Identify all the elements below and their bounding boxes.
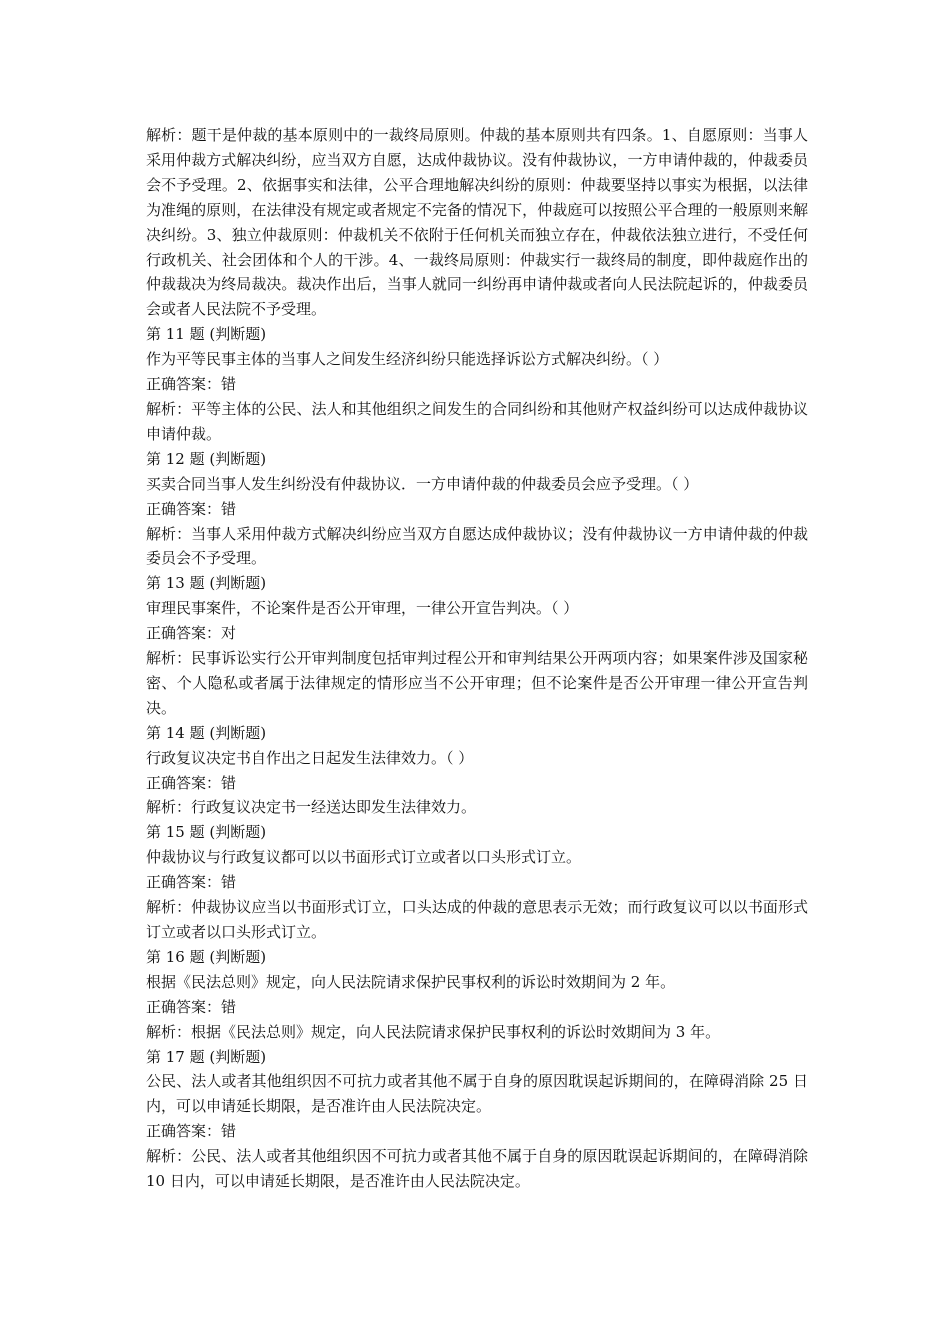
question-13 bbox=[146, 571, 808, 720]
question-heading: 第 12 题 (判断题) bbox=[146, 449, 267, 468]
question-answer: 正确答案：错 bbox=[146, 1122, 237, 1141]
question-analysis: 解析：民事诉讼实行公开审判制度包括审判过程公开和审判结果公开两项内容；如果案件涉及国家秘密、个人隐私或者属于法律规定的情形应当不公开审理；但不论案件是否公开审理一律公开宣告判决。 bbox=[146, 649, 808, 717]
question-14 bbox=[146, 721, 808, 821]
question-analysis: 解析：平等主体的公民、法人和其他组织之间发生的合同纠纷和其他财产权益纠纷可以达成仲裁协议申请仲裁。 bbox=[146, 399, 808, 443]
question-answer: 正确答案：对 bbox=[146, 624, 237, 643]
question-stem: 审理民事案件，不论案件是否公开审理，一律公开宣告判决。（ ） bbox=[146, 599, 579, 618]
question-answer: 正确答案：错 bbox=[146, 375, 237, 394]
question-heading: 第 16 题 (判断题) bbox=[146, 947, 267, 966]
intro-analysis: 解析：题干是仲裁的基本原则中的一裁终局原则。仲裁的基本原则共有四条。1、自愿原则：当事人采用仲裁方式解决纠纷，应当双方自愿，达成仲裁协议。没有仲裁协议，一方申请仲裁的，仲裁委员会不予受理。2、依据事实和法律，公平合理地解决纠纷的原则：仲裁要坚持以事实为根据，以法律为准绳的原则，在法律没有规定或者规定不完备的情况下，仲裁庭可以按照公平合理的一般原则来解决纠纷。3、独立仲裁原则：仲裁机关不依附于任何机关而独立存在，仲裁依法独立进行，不受任何行政机关、社会团体和个人的干涉。4、一裁终局原则：仲裁实行一裁终局的制度，即仲裁庭作出的仲裁裁决为终局裁决。裁决作出后，当事人就同一纠纷再申请仲裁或者向人民法院起诉的，仲裁委员会或者人民法院不予受理。 bbox=[146, 126, 808, 319]
question-stem: 作为平等民事主体的当事人之间发生经济纠纷只能选择诉讼方式解决纠纷。（ ） bbox=[146, 350, 669, 369]
question-answer: 正确答案：错 bbox=[146, 873, 237, 892]
question-answer: 正确答案：错 bbox=[146, 997, 237, 1016]
question-16 bbox=[146, 945, 808, 1045]
question-heading: 第 17 题 (判断题) bbox=[146, 1047, 267, 1066]
question-analysis: 解析：公民、法人或者其他组织因不可抗力或者其他不属于自身的原因耽误起诉期间的，在障碍消除 10 日内，可以申请延长期限，是否准许由人民法院决定。 bbox=[146, 1147, 808, 1191]
question-stem: 行政复议决定书自作出之日起发生法律效力。（ ） bbox=[146, 748, 474, 767]
question-stem: 买卖合同当事人发生纠纷没有仲裁协议．一方申请仲裁的仲裁委员会应予受理。（ ） bbox=[146, 474, 699, 493]
question-answer: 正确答案：错 bbox=[146, 499, 237, 518]
question-11 bbox=[146, 322, 808, 447]
question-heading: 第 15 题 (判断题) bbox=[146, 823, 267, 842]
question-17 bbox=[146, 1045, 808, 1194]
question-stem: 仲裁协议与行政复议都可以以书面形式订立或者以口头形式订立。 bbox=[146, 848, 582, 867]
question-heading: 第 11 题 (判断题) bbox=[146, 325, 267, 344]
question-analysis: 解析：当事人采用仲裁方式解决纠纷应当双方自愿达成仲裁协议；没有仲裁协议一方申请仲裁的仲裁委员会不予受理。 bbox=[146, 524, 808, 568]
question-analysis: 解析：行政复议决定书一经送达即发生法律效力。 bbox=[146, 798, 477, 817]
question-12 bbox=[146, 447, 808, 572]
question-stem: 公民、法人或者其他组织因不可抗力或者其他不属于自身的原因耽误起诉期间的，在障碍消除 25 日内，可以申请延长期限，是否准许由人民法院决定。 bbox=[146, 1072, 808, 1116]
document-body bbox=[146, 123, 808, 1194]
question-analysis: 解析：根据《民法总则》规定，向人民法院请求保护民事权利的诉讼时效期间为 3 年。 bbox=[146, 1022, 721, 1041]
question-15 bbox=[146, 820, 808, 945]
question-stem: 根据《民法总则》规定，向人民法院请求保护民事权利的诉讼时效期间为 2 年。 bbox=[146, 972, 676, 991]
question-answer: 正确答案：错 bbox=[146, 773, 237, 792]
question-heading: 第 13 题 (判断题) bbox=[146, 574, 267, 593]
question-analysis: 解析：仲裁协议应当以书面形式订立，口头达成的仲裁的意思表示无效；而行政复议可以以书面形式订立或者以口头形式订立。 bbox=[146, 898, 808, 941]
question-heading: 第 14 题 (判断题) bbox=[146, 723, 267, 742]
